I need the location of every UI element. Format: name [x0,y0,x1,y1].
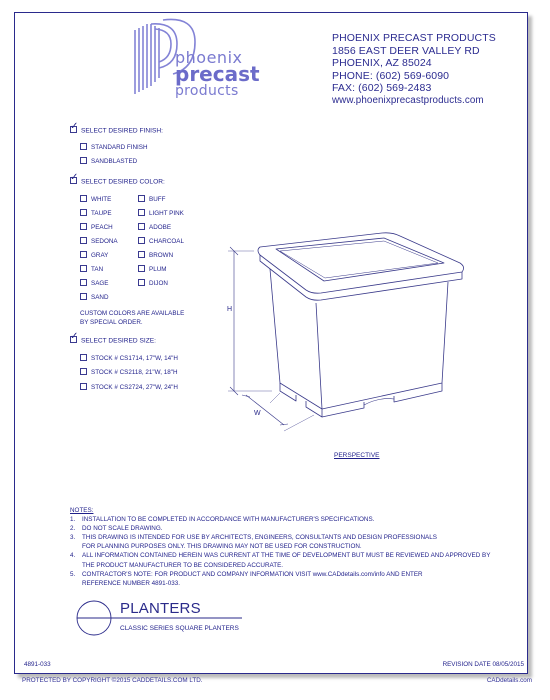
size-section-title [70,331,156,345]
company-phone: PHONE: (602) 569-6090 [332,69,450,82]
note-text: DO NOT SCALE DRAWING. [82,525,163,533]
color-option[interactable] [138,196,165,203]
custom-colors-note [80,309,184,327]
checkbox[interactable] [80,279,87,286]
logo-products: products [175,83,239,99]
color-option[interactable] [138,238,184,245]
color-option-label: CHARCOAL [149,238,184,246]
note-item [70,524,490,533]
reference-number: 4891-033 [24,661,51,668]
note-item [70,533,490,542]
company-fax: FAX: (602) 569-2483 [332,82,432,95]
logo-phoenix: phoenix [175,48,243,67]
checkmark-icon: ✓ [70,121,79,132]
color-option-label: PEACH [91,224,113,232]
color-option[interactable] [80,294,109,301]
checkbox[interactable] [80,223,87,230]
checkbox[interactable] [138,237,145,244]
color-option-label: BROWN [149,252,174,260]
note-text: CONTRACTOR'S NOTE: FOR PRODUCT AND COMPANY INFORMATION VISIT www.CADdetails.com/info AND ENTER [82,570,423,578]
color-option[interactable] [138,266,167,273]
color-option-label: BUFF [149,196,166,204]
color-option[interactable] [80,238,118,245]
checkbox[interactable] [80,368,87,375]
perspective-label: PERSPECTIVE [334,452,380,459]
logo-precast: precast [175,62,260,86]
size-option-label: STOCK # CS2118, 21"W, 18"H [91,369,178,377]
checkbox[interactable] [80,195,87,202]
color-option-label: GRAY [91,252,109,260]
note-text-continued: THE PRODUCT MANUFACTURER TO BE CONSIDERED ACCURATE. [82,561,284,569]
color-option[interactable] [138,210,184,217]
company-website[interactable]: www.phoenixprecastproducts.com [332,94,484,106]
color-option[interactable] [80,280,109,287]
color-option[interactable] [80,266,103,273]
checkbox[interactable] [80,237,87,244]
company-address2: PHOENIX, AZ 85024 [332,57,432,70]
color-title-label: SELECT DESIRED COLOR: [81,178,165,186]
size-option[interactable] [80,369,178,376]
revision-date: REVISION DATE 08/05/2015 [442,661,524,668]
checkbox[interactable] [80,383,87,390]
company-address1: 1856 EAST DEER VALLEY RD [332,44,480,57]
note-text-continued: REFERENCE NUMBER 4891-033. [82,579,180,587]
note-item [70,515,490,524]
size-title-checkbox[interactable] [70,331,79,343]
note-number: 4. [70,552,76,560]
width-label: W [254,410,261,417]
planter-base-right [322,383,442,417]
note-number: 1. [70,516,76,524]
color-option[interactable] [138,252,173,259]
checkbox[interactable] [80,251,87,258]
color-option-label: SAND [91,294,109,302]
checkbox[interactable] [138,195,145,202]
copyright-notice: PROTECTED BY COPYRIGHT ©2015 CADDETAILS.COM LTD. [22,677,203,684]
size-option-label: STOCK # CS1714, 17"W, 14"H [91,355,178,363]
color-option[interactable] [80,210,112,217]
checkbox[interactable] [80,293,87,300]
planter-rim-outer [258,233,464,293]
checkbox[interactable] [80,265,87,272]
custom-colors-line1: CUSTOM COLORS ARE AVAILABLE [80,310,185,317]
size-option-label: STOCK # CS2724, 27"W, 24"H [91,384,178,392]
color-option-label: LIGHT PINK [149,210,184,218]
size-option[interactable] [80,355,178,362]
checkbox[interactable] [138,209,145,216]
color-title-checkbox[interactable] [70,172,79,184]
caddetails-link[interactable]: CADdetails.com [486,677,532,684]
checkbox[interactable] [80,209,87,216]
drawing-subtitle: CLASSIC SERIES SQUARE PLANTERS [120,625,239,632]
note-number: 3. [70,534,76,542]
company-info [332,32,496,108]
color-option-label: TAN [91,266,104,274]
note-number: 5. [70,570,76,578]
planter-right-face [322,282,448,409]
custom-colors-line2: BY SPECIAL ORDER. [80,319,143,326]
note-text: INSTALLATION TO BE COMPLETED IN ACCORDANCE WITH MANUFACTURER'S SPECIFICATIONS. [82,516,375,524]
color-option[interactable] [80,224,113,231]
color-option-label: ADOBE [149,224,172,232]
finish-title-checkbox[interactable] [70,121,79,133]
finish-section-title [70,121,163,135]
title-block [74,596,244,645]
size-option[interactable] [80,384,178,391]
notes-block [70,506,490,588]
color-section-title [70,172,165,186]
color-option[interactable] [80,252,108,259]
note-item [70,551,490,560]
checkbox[interactable] [80,143,87,150]
checkbox[interactable] [138,251,145,258]
company-name: PHOENIX PRECAST PRODUCTS [332,32,496,44]
finish-option-label: STANDARD FINISH [91,144,148,152]
note-text: THIS DRAWING IS INTENDED FOR USE BY ARCHITECTS, ENGINEERS, CONSULTANTS AND DESIGN PROFESSIONALS [82,534,437,542]
note-text-continued: FOR PLANNING PURPOSES ONLY. THIS DRAWING MAY NOT BE USED FOR CONSTRUCTION. [82,543,362,551]
planter-base-left [280,383,322,417]
checkbox[interactable] [138,223,145,230]
finish-option[interactable] [80,144,148,151]
checkbox[interactable] [138,265,145,272]
color-option[interactable] [138,224,171,231]
note-text: ALL INFORMATION CONTAINED HEREIN WAS CURRENT AT THE TIME OF DEVELOPMENT BUT MUST BE REVIEWED AND APPROVED BY [82,552,491,560]
height-label: H [227,306,233,313]
color-option[interactable] [138,280,168,287]
finish-option[interactable] [80,158,137,165]
checkbox[interactable] [80,157,87,164]
color-option-label: SAGE [91,280,109,288]
finish-option-label: SANDBLASTED [91,158,138,166]
color-option-label: SEDONA [91,238,118,246]
width-dimension-line [246,395,284,425]
size-title-label: SELECT DESIRED SIZE: [81,337,156,345]
checkmark-icon: ✓ [70,172,79,183]
color-option-label: PLUM [149,266,167,274]
checkmark-icon: ✓ [70,331,79,342]
checkbox[interactable] [80,354,87,361]
color-option-label: DIJON [149,280,168,288]
planter-left-face [270,269,322,409]
checkbox[interactable] [138,279,145,286]
note-item [70,570,490,579]
color-option[interactable] [80,196,111,203]
notes-title: NOTES: [70,507,94,514]
color-option-label: TAUPE [91,210,112,218]
note-number: 2. [70,525,76,533]
drawing-title: PLANTERS [120,600,201,617]
logo-text [175,50,260,98]
planter-perspective-drawing [224,225,484,440]
color-option-label: WHITE [91,196,112,204]
finish-title-label: SELECT DESIRED FINISH: [81,127,163,135]
